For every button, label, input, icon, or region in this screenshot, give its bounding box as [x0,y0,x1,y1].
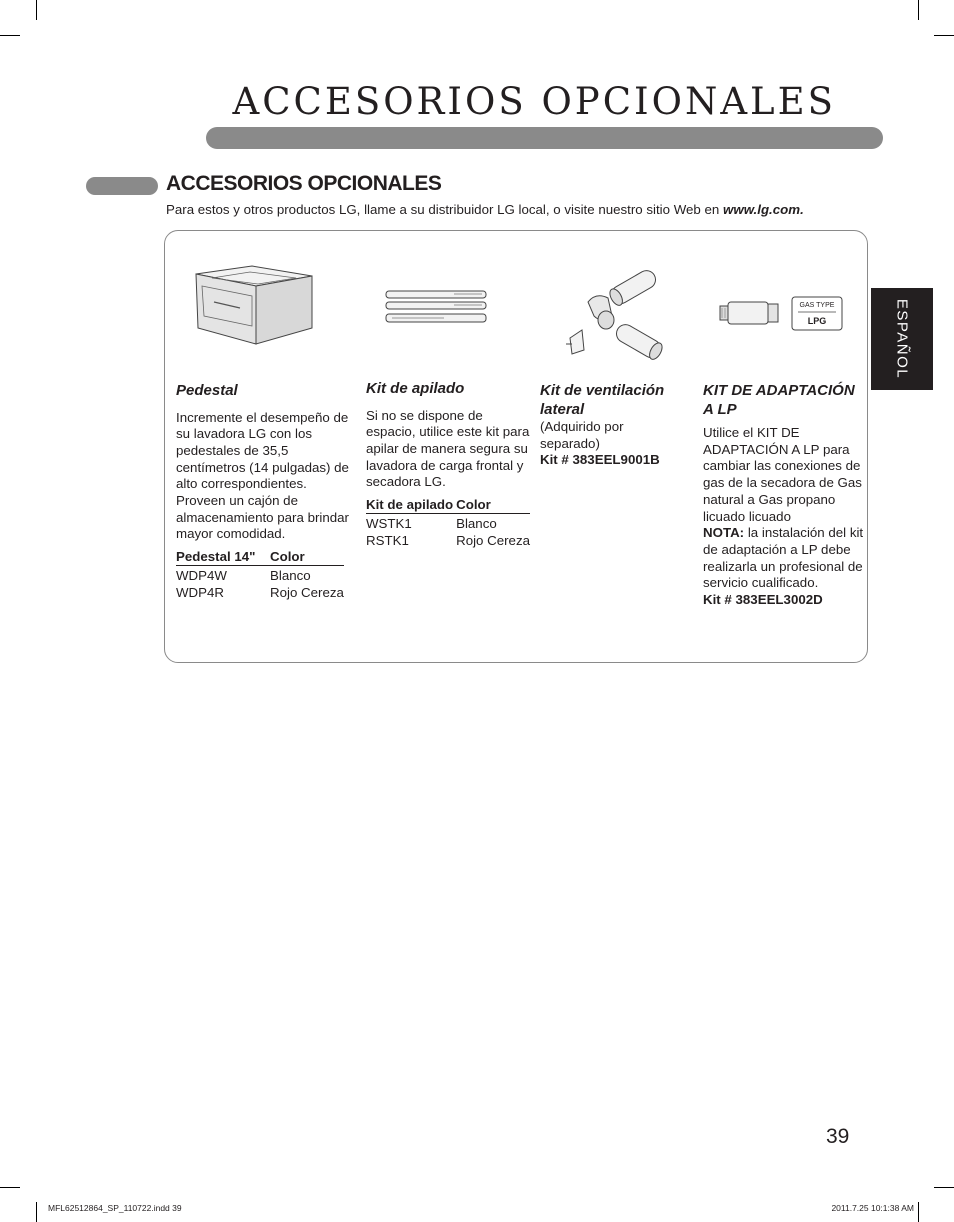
side-vent-note: (Adquirido por separado) [540,419,624,451]
language-tab-label: ESPAÑOL [893,298,911,380]
table-header: Kit de apilado [366,497,456,514]
website-link[interactable]: www.lg.com. [723,202,804,217]
pedestal-table [176,549,344,601]
table-header: Pedestal 14" [176,549,270,566]
stacking-kit-description: Si no se dispone de espacio, utilice este kit para apilar de manera segura su lavadora de carga frontal y secadora LG. [366,407,530,490]
lp-tag-line1: GAS TYPE [799,302,835,309]
page-title: ACCESORIOS OPCIONALES [232,80,836,123]
side-vent-title: Kit de ventilación lateral [540,382,665,418]
table-row: WSTK1 Blanco [366,516,497,532]
page-number: 39 [826,1125,850,1148]
pedestal-description: Incremente el desempeño de su lavadora LG con los pedestales de 35,5 centímetros (14 pulgadas) de alto correspondientes. Proveen un cajón de almacenamiento para brindar mayor comodidad. [176,409,349,542]
intro-text: Para estos y otros productos LG, llame a su distribuidor LG local, o visite nuestro sitio Web en www.lg.com. [166,202,804,217]
crop-mark [934,1187,954,1188]
lp-kit-number: Kit # 383EEL3002D [703,592,823,608]
footer-file-info: MFL62512864_SP_110722.indd 39 [48,1203,182,1213]
stacking-kit-illustration [384,288,488,330]
crop-mark [36,1202,37,1222]
lp-tag-line2: LPG [807,316,827,326]
pedestal-illustration [192,264,316,346]
table-header: Color [456,497,530,514]
lp-kit-description: Utilice el KIT DE ADAPTACIÓN A LP para cambiar las conexiones de gas de la secadora de Gas natural a Gas propano licuado licuado [703,425,862,524]
crop-mark [918,0,919,20]
crop-mark [0,1187,20,1188]
stacking-kit-column [366,380,530,549]
side-vent-column [540,382,690,469]
title-bar [206,127,883,149]
lp-kit-illustration [716,294,848,334]
table-row: WDP4R Rojo Cereza [176,585,344,601]
footer-timestamp: 2011.7.25 10:1:38 AM [831,1203,914,1213]
side-vent-kit-number: Kit # 383EEL9001B [540,452,660,468]
lp-kit-column [703,382,867,609]
table-row: RSTK1 Rojo Cereza [366,533,530,549]
pedestal-title: Pedestal [176,382,238,399]
crop-mark [0,35,20,36]
pedestal-column [176,382,354,601]
crop-mark [918,1202,919,1222]
stacking-kit-table [366,497,530,549]
section-pill [86,177,158,195]
table-header: Color [270,549,344,566]
crop-mark [36,0,37,20]
side-vent-kit-illustration [562,264,666,360]
language-tab [871,288,933,390]
section-heading: ACCESORIOS OPCIONALES [166,172,442,195]
lp-kit-note: NOTA: la instalación del kit de adaptación a LP debe realizarla un profesional de servicio cualificado. [703,525,864,591]
table-row: WDP4W Blanco [176,568,311,584]
crop-mark [934,35,954,36]
lp-kit-title: KIT DE ADAPTACIÓN A LP [703,382,855,418]
stacking-kit-title: Kit de apilado [366,380,465,397]
